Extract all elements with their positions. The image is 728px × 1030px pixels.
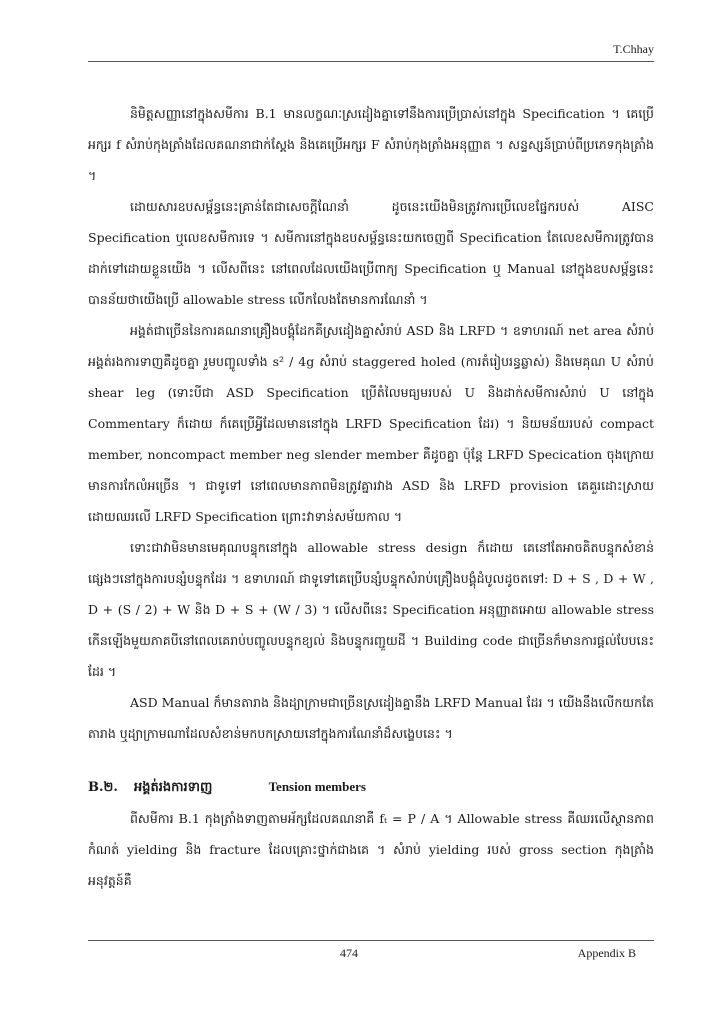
paragraph-tension-members: ពីសមីការ B.1 កុងត្រាំងទាញតាមអ័ក្សដែលគណនាគឺ fₜ = P / A ។ Allowable stress គឺឈរលើស្ថានភាពកំណត់ yielding និង fracture ដែលគ្រោះថ្នាក់ជាងគេ ។ សំរាប់ yielding របស់ gross section កុងត្រាំងអនុវត្តន៍គឺ	[88, 811, 654, 888]
document-body	[88, 98, 654, 896]
paragraph-notation: និមិត្តសញ្ញានៅក្នុងសមីការ B.1 មានលក្ខណៈស្រដៀងគ្នាទៅនឹងការប្រើប្រាស់នៅក្នុង Specification ។ គេប្រើអក្សរ f សំរាប់កុងត្រាំងដែលគណនាជាក់ស្តែង និងគេប្រើអក្សរ F សំរាប់កុងត្រាំងអនុញ្ញាត ។ សន្ទស្សន៍ប្រាប់ពីប្រភេទកុងត្រាំង ។	[88, 106, 654, 183]
running-header-author: T.Chhay	[613, 42, 654, 56]
appendix-label: Appendix B	[577, 946, 636, 960]
footer-divider	[88, 940, 654, 941]
paragraph-specification-usage: ដោយសារឧបសម្ព័ន្ធនេះគ្រាន់តែជាសេចក្តីណែនាំ ដូចនេះយើងមិនត្រូវការប្រើលេខផ្នែករបស់ AISC Specification ឬលេខសមីការទេ ។ សមីការនៅក្នុងឧបសម្ព័ន្ធនេះយកចេញពី Specification តែលេខសមីការត្រូវបានដាក់ទៅដោយខ្លួនយើង ។ លើសពីនេះ នៅពេលដែលយើងប្រើពាក្យ Specification ឬ Manual នៅក្នុងឧបសម្ព័ន្ធនេះ បានន័យថាយើងប្រើ allowable stress លើកលែងតែមានការណែនាំ ។	[88, 199, 654, 307]
paragraph-asd-lrfd-similarities: អង្គត់ជាច្រើននៃការគណនាគ្រឿងបង្គុំដែកគឺស្រដៀងគ្នាសំរាប់ ASD និង LRFD ។ ឧទាហរណ៍ net area សំរាប់អង្គត់រងការទាញគឺដូចគ្នា រួមបញ្ចូលទាំង s² / 4g សំរាប់ staggered holed (ការតំរៀបរន្ធឆ្លាស់) និងមេគុណ U សំរាប់ shear leg (ទោះបីជា ASD Specification ប្រើតំលៃមធ្យមរបស់ U និងដាក់សមីការសំរាប់ U នៅក្នុង Commentary ក៏ដោយ ក៏គេប្រើអ្វីដែលមាននៅក្នុង LRFD Specification ដែរ) ។ និយមន័យរបស់ compact member, noncompact member neg slender member គឺដូចគ្នា ប៉ុន្តែ LRFD Specication ចុងក្រោយមានការកែលំអច្រើន ។ ជាទូទៅ នៅពេលមានភាពមិនត្រូវគ្នារវាង ASD និង LRFD provision គេគួរដោះស្រាយដោយឈរលើ LRFD Specification ព្រោះវាទាន់សម័យកាល ។	[88, 323, 654, 524]
page-number: 474	[340, 946, 358, 960]
header-divider	[88, 61, 654, 62]
paragraph-asd-manual: ASD Manual ក៏មានតារាង និងដ្យាក្រាមជាច្រើនស្រដៀងគ្នានឹង LRFD Manual ដែរ ។ យើងនឹងលើកយកតែតារាង ឬដ្យាក្រាមណាដែលសំខាន់មកបកស្រាយនៅក្នុងការណែនាំដ៏សង្ខេបនេះ ។	[88, 695, 654, 741]
section-title-khmer: អង្គត់រងការទាញ	[134, 780, 213, 795]
section-title-english: Tension members	[268, 779, 366, 794]
paragraph-load-combinations: ទោះជាវាមិនមានមេគុណបន្ទុកនៅក្នុង allowable stress design ក៏ដោយ គេនៅតែអាចគិតបន្ទុកសំខាន់ផ្សេងៗនៅក្នុងការបន្សំបន្ទុកដែរ ។ ឧទាហរណ៍ ជាទូទៅគេប្រើបន្សំបន្ទុកសំរាប់គ្រឿងបង្គុំដំបូលដូចតទៅ: D + S , D + W , D + (S / 2) + W និង D + S + (W / 3) ។ លើសពីនេះ Specification អនុញ្ញាតអោយ allowable stress កើនឡើងមួយភាគបីនៅពេលគេរាប់បញ្ចូលបន្ទុកខ្យល់ និងបន្ទុករញ្ជួយដី ។ Building code ជាច្រើនក៏មានការផ្តល់បែបនេះដែរ ។	[88, 540, 654, 679]
section-heading	[88, 771, 654, 803]
section-number: B.២.	[88, 780, 118, 795]
